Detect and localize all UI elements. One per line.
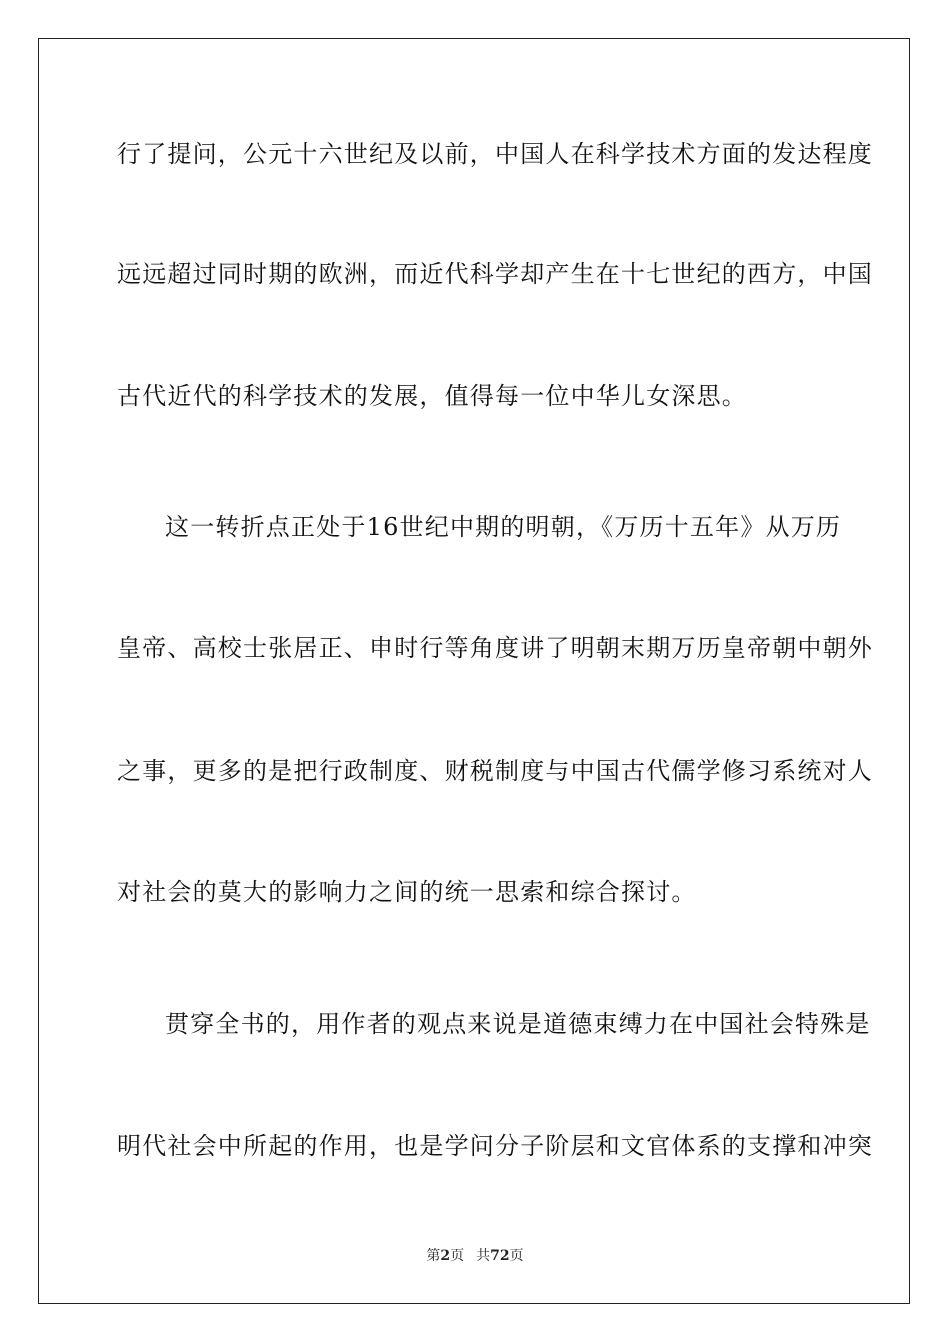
text-line: 远远超过同时期的欧洲，而近代科学却产生在十七世纪的西方，中国 [117, 260, 873, 288]
page-prefix: 第 [426, 1248, 441, 1264]
text-line: 古代近代的科学技术的发展，值得每一位中华儿女深思。 [117, 382, 747, 410]
page-footer [0, 1247, 950, 1265]
text-line: 之事，更多的是把行政制度、财税制度与中国古代儒学修习系统对人 [117, 757, 873, 785]
text-line: 这一转折点正处于16世纪中期的明朝，《万历十五年》从万历 [165, 513, 842, 541]
total-prefix: 共 [476, 1248, 491, 1264]
page-border [38, 38, 910, 1304]
text-line: 贯穿全书的，用作者的观点来说是道德束缚力在中国社会特殊是 [165, 1010, 871, 1038]
total-suffix: 页 [509, 1248, 524, 1264]
text-line: 行了提问，公元十六世纪及以前，中国人在科学技术方面的发达程度 [117, 140, 873, 168]
total-pages: 72 [490, 1248, 510, 1264]
page-suffix: 页 [450, 1248, 465, 1264]
text-line: 对社会的莫大的影响力之间的统一思索和综合探讨。 [117, 878, 697, 906]
text-line: 皇帝、高校士张居正、申时行等角度讲了明朝末期万历皇帝朝中朝外 [117, 634, 873, 662]
text-line: 明代社会中所起的作用，也是学问分子阶层和文官体系的支撑和冲突 [117, 1132, 873, 1160]
page-number: 2 [440, 1248, 451, 1264]
